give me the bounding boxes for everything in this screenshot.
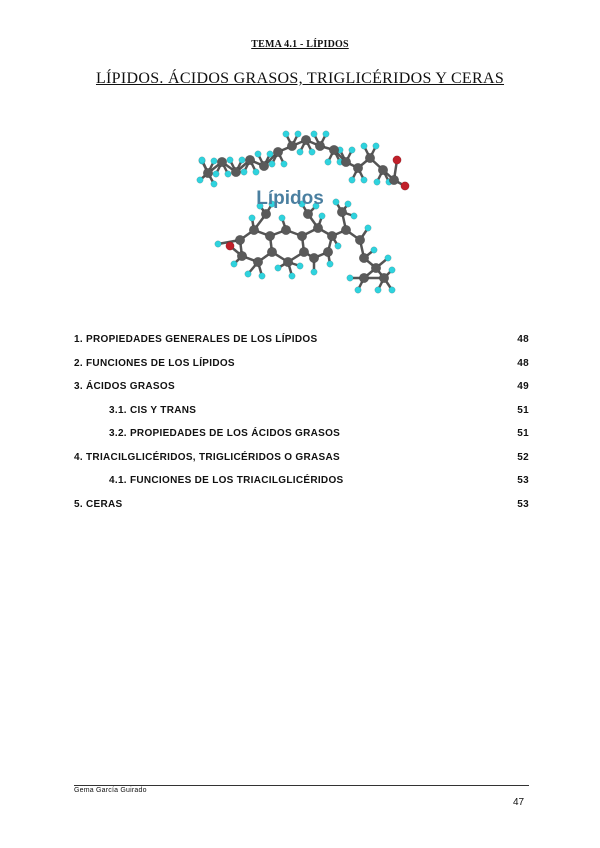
hydrogen-atom [373,143,379,149]
toc-entry[interactable] [74,426,529,450]
molecule-svg [178,118,428,300]
hydrogen-atom [333,199,339,205]
hydrogen-atom [371,247,377,253]
toc-entry[interactable] [74,356,529,380]
carbon-atom [341,157,351,167]
hydrogen-atom [325,159,331,165]
carbon-atom [371,263,381,273]
hydrogen-atom [309,149,315,155]
toc-entry[interactable] [74,450,529,474]
carbon-atom [337,207,347,217]
hydrogen-atom [355,287,361,293]
carbon-atom [353,163,363,173]
hydrogen-atom [275,265,281,271]
hydrogen-atom [323,131,329,137]
carbon-atom [297,231,307,241]
toc-entry-label: 4. TRIACILGLICÉRIDOS, TRIGLICÉRIDOS O GRASAS [74,451,340,463]
carbon-atom [341,225,351,235]
hydrogen-atom [269,161,275,167]
hydrogen-atom [375,287,381,293]
hydrogen-atom [311,269,317,275]
carbon-atom [299,247,309,257]
toc-entry-label: 5. CERAS [74,498,123,510]
hydrogen-atom [365,225,371,231]
page-title: LÍPIDOS. ÁCIDOS GRASOS, TRIGLICÉRIDOS Y CERAS [95,70,505,87]
toc-entry-page: 52 [517,451,529,463]
hydrogen-atom [319,213,325,219]
carbon-atom [309,253,319,263]
hydrogen-atom [389,287,395,293]
carbon-atom [378,165,388,175]
hydrogen-atom [241,169,247,175]
toc-entry[interactable] [74,473,529,497]
carbon-atom [245,155,255,165]
hydrogen-atom [385,255,391,261]
figure-label: Lípidos [256,188,324,209]
hydrogen-atom [259,273,265,279]
carbon-atom [261,209,271,219]
hydrogen-atom [349,177,355,183]
oxygen-atom [401,182,409,190]
carbon-atom [329,145,339,155]
carbon-atom [217,157,227,167]
carbon-atom [281,225,291,235]
hydrogen-atom [351,213,357,219]
carbon-atom [249,225,259,235]
hydrogen-atom [213,171,219,177]
hydrogen-atom [231,261,237,267]
hydrogen-atom [255,151,261,157]
hydrogen-atom [297,149,303,155]
hydrogen-atom [215,241,221,247]
toc-entry[interactable] [74,379,529,403]
hydrogen-atom [197,177,203,183]
hydrogen-atom [211,158,217,164]
carbon-atom [253,257,263,267]
hydrogen-atom [335,243,341,249]
carbon-atom [315,141,325,151]
carbon-atom [237,251,247,261]
toc-entry-page: 53 [517,475,529,486]
hydrogen-atom [289,273,295,279]
toc-entry[interactable] [74,332,529,356]
toc-entry-page: 51 [517,404,529,416]
footer-divider [74,785,529,786]
carbon-atom [265,231,275,241]
toc-entry-page: 48 [517,357,529,369]
toc-entry-label: 4.1. FUNCIONES DE LOS TRIACILGLICÉRIDOS [109,475,344,486]
carbon-atom [287,141,297,151]
hydrogen-atom [253,169,259,175]
toc-entry-page: 48 [517,334,529,345]
lipid-molecule-illustration [178,118,428,300]
carbon-atom [359,253,369,263]
hydrogen-atom [374,179,380,185]
hydrogen-atom [311,131,317,137]
hydrogen-atom [249,215,255,221]
hydrogen-atom [279,215,285,221]
carbon-atom [313,223,323,233]
carbon-atom [235,235,245,245]
hydrogen-atom [281,161,287,167]
toc-entry-page: 51 [517,428,529,439]
carbon-atom [303,209,313,219]
hydrogen-atom [227,157,233,163]
hydrogen-atom [347,275,353,281]
hydrogen-atom [327,261,333,267]
oxygen-atom [393,156,401,164]
carbon-atom [301,135,311,145]
hydrogen-atom [345,201,351,207]
carbon-atom [327,231,337,241]
hydrogen-atom [361,177,367,183]
page-number: 47 [513,797,525,808]
toc-entry[interactable] [74,497,529,521]
hydrogen-atom [239,157,245,163]
hydrogen-atom [283,131,289,137]
carbon-atom [359,273,369,283]
hydrogen-atom [199,157,205,163]
carbon-atom [231,167,241,177]
toc-entry[interactable] [74,403,529,427]
document-header: TEMA 4.1 - LÍPIDOS [251,39,349,50]
toc-entry-label: 2. FUNCIONES DE LOS LÍPIDOS [74,357,235,369]
toc-entry-label: 3. ÁCIDOS GRASOS [74,381,175,392]
toc-entry-page: 53 [517,498,529,510]
carbon-atom [379,273,389,283]
carbon-atom [203,168,213,178]
carbon-atom [283,257,293,267]
carbon-atom [323,247,333,257]
hydrogen-atom [267,151,273,157]
hydrogen-atom [245,271,251,277]
carbon-atom [365,153,375,163]
carbon-atom [273,147,283,157]
toc-entry-label: 3.1. CIS Y TRANS [109,404,197,416]
carbon-atom [267,247,277,257]
hydrogen-atom [297,263,303,269]
carbon-atom [355,235,365,245]
hydrogen-atom [225,171,231,177]
hydrogen-atom [349,147,355,153]
toc-entry-page: 49 [517,381,529,392]
oxygen-atom [226,242,234,250]
table-of-contents [74,332,529,520]
hydrogen-atom [295,131,301,137]
hydrogen-atom [361,143,367,149]
footer-author: Gema García Guirado [74,787,147,794]
carbon-atom [389,175,399,185]
toc-entry-label: 3.2. PROPIEDADES DE LOS ÁCIDOS GRASOS [109,428,341,439]
hydrogen-atom [211,181,217,187]
carbon-atom [259,161,269,171]
hydrogen-atom [389,267,395,273]
toc-entry-label: 1. PROPIEDADES GENERALES DE LOS LÍPIDOS [74,334,318,345]
